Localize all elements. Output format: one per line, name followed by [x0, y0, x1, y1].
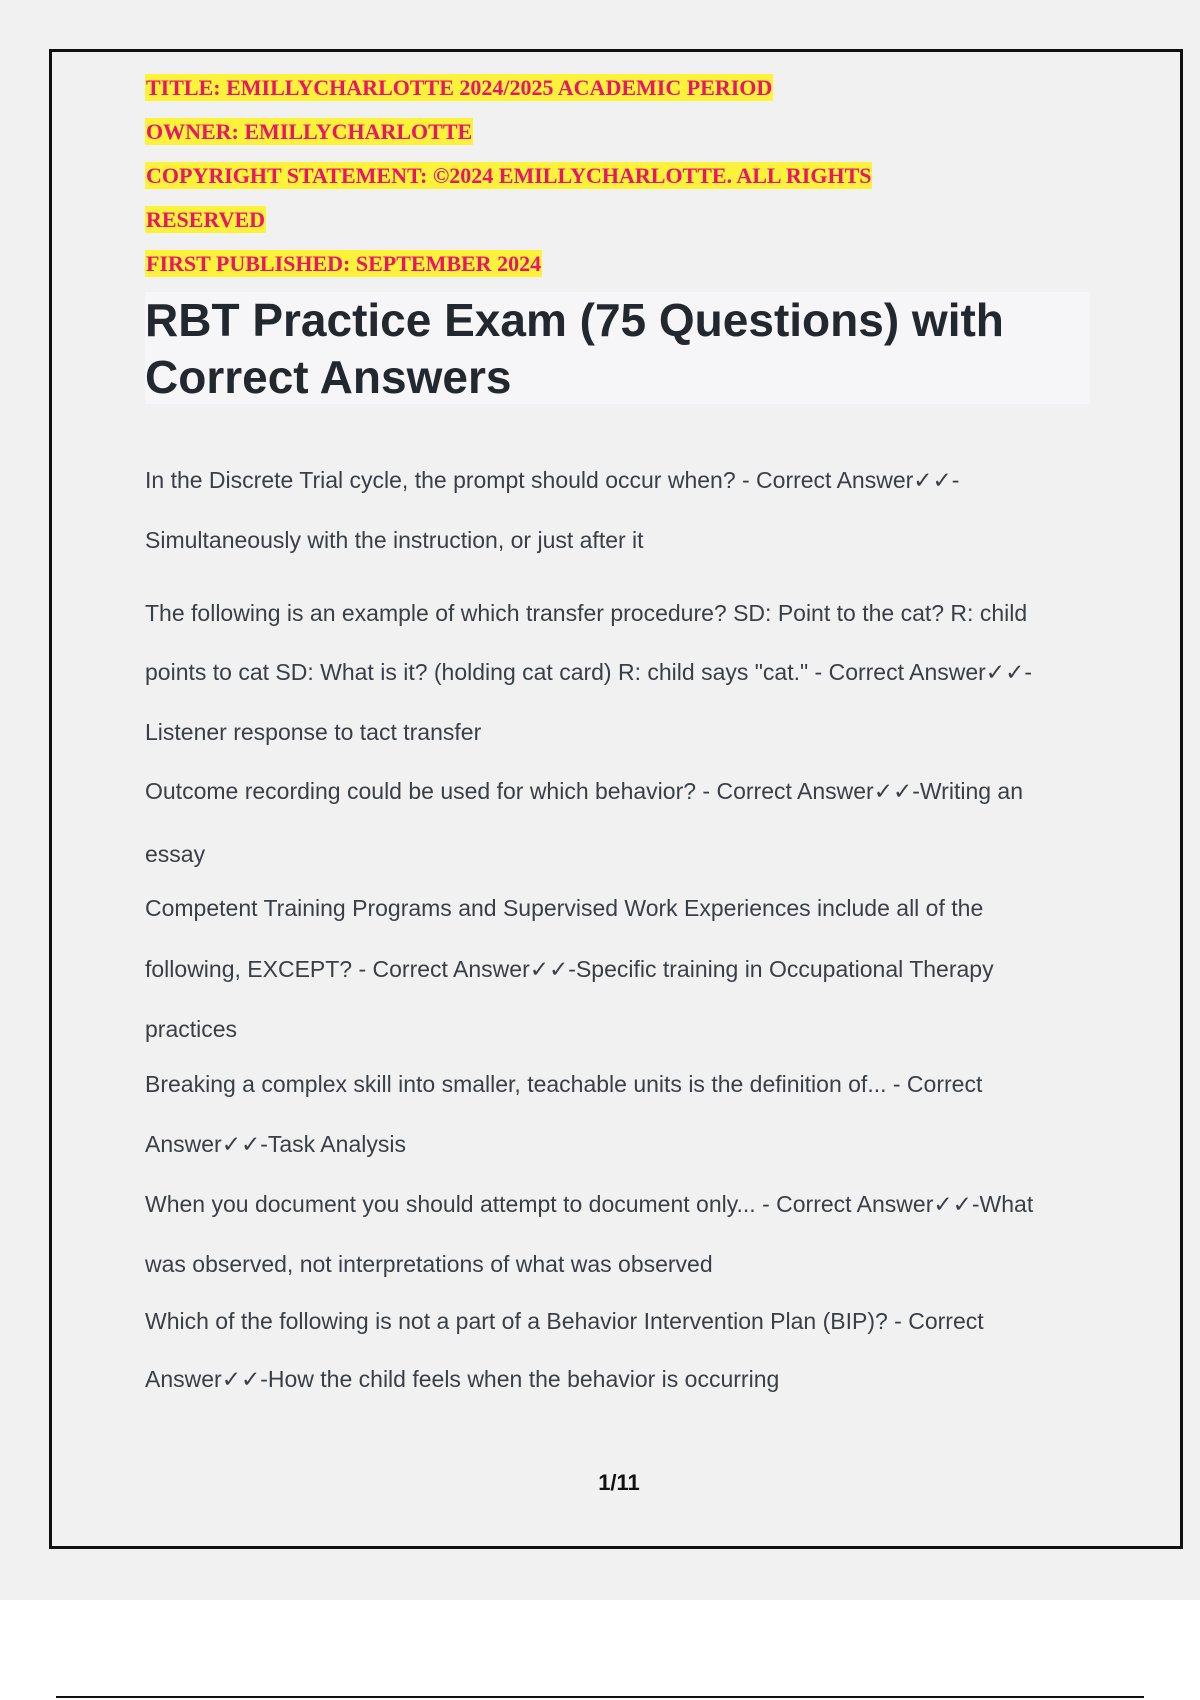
qa-text-line: Which of the following is not a part of a Behavior Intervention Plan (BIP)? - Correct [145, 1308, 984, 1334]
qa-text-line: Answer✓✓-Task Analysis [145, 1131, 406, 1157]
qa-text-line: Listener response to tact transfer [145, 719, 482, 745]
qa-text-line: following, EXCEPT? - Correct Answer✓✓-Specific training in Occupational Therapy [145, 956, 994, 982]
meta-copyright-line: COPYRIGHT STATEMENT: ©2024 EMILLYCHARLOTTE. ALL RIGHTS [146, 163, 872, 188]
document-title-block [145, 292, 1090, 404]
meta-title-line: TITLE: EMILLYCHARLOTTE 2024/2025 ACADEMIC PERIOD [146, 75, 773, 100]
qa-text-line: In the Discrete Trial cycle, the prompt should occur when? - Correct Answer✓✓- [145, 467, 960, 493]
qa-text-line: When you document you should attempt to document only... - Correct Answer✓✓-What [145, 1191, 1034, 1217]
qa-text-line: Outcome recording could be used for which behavior? - Correct Answer✓✓-Writing an [145, 778, 1024, 804]
qa-text-line: Competent Training Programs and Supervised Work Experiences include all of the [145, 895, 984, 921]
qa-text-line: points to cat SD: What is it? (holding cat card) R: child says "cat." - Correct Answer✓✓- [145, 659, 1033, 685]
qa-text-line: practices [145, 1016, 238, 1042]
qa-text-line: Breaking a complex skill into smaller, teachable units is the definition of... - Correct [145, 1071, 983, 1097]
qa-text-line: Simultaneously with the instruction, or just after it [145, 527, 644, 553]
document-title-line-1: RBT Practice Exam (75 Questions) with [145, 294, 1004, 346]
page-number: 1/11 [598, 1470, 640, 1495]
qa-text-line: was observed, not interpretations of what was observed [145, 1251, 713, 1277]
bottom-divider [56, 1696, 1144, 1698]
meta-published-line: FIRST PUBLISHED: SEPTEMBER 2024 [146, 251, 542, 276]
document-metadata [145, 66, 872, 286]
qa-text-line: essay [145, 841, 206, 867]
qa-text-line: Answer✓✓-How the child feels when the behavior is occurring [145, 1366, 780, 1392]
qa-text-line: The following is an example of which transfer procedure? SD: Point to the cat? R: child [145, 600, 1028, 626]
document-title-line-2: Correct Answers [145, 351, 512, 403]
meta-copyright-line-continued: RESERVED [146, 207, 266, 232]
meta-owner-line: OWNER: EMILLYCHARLOTTE [146, 119, 473, 144]
